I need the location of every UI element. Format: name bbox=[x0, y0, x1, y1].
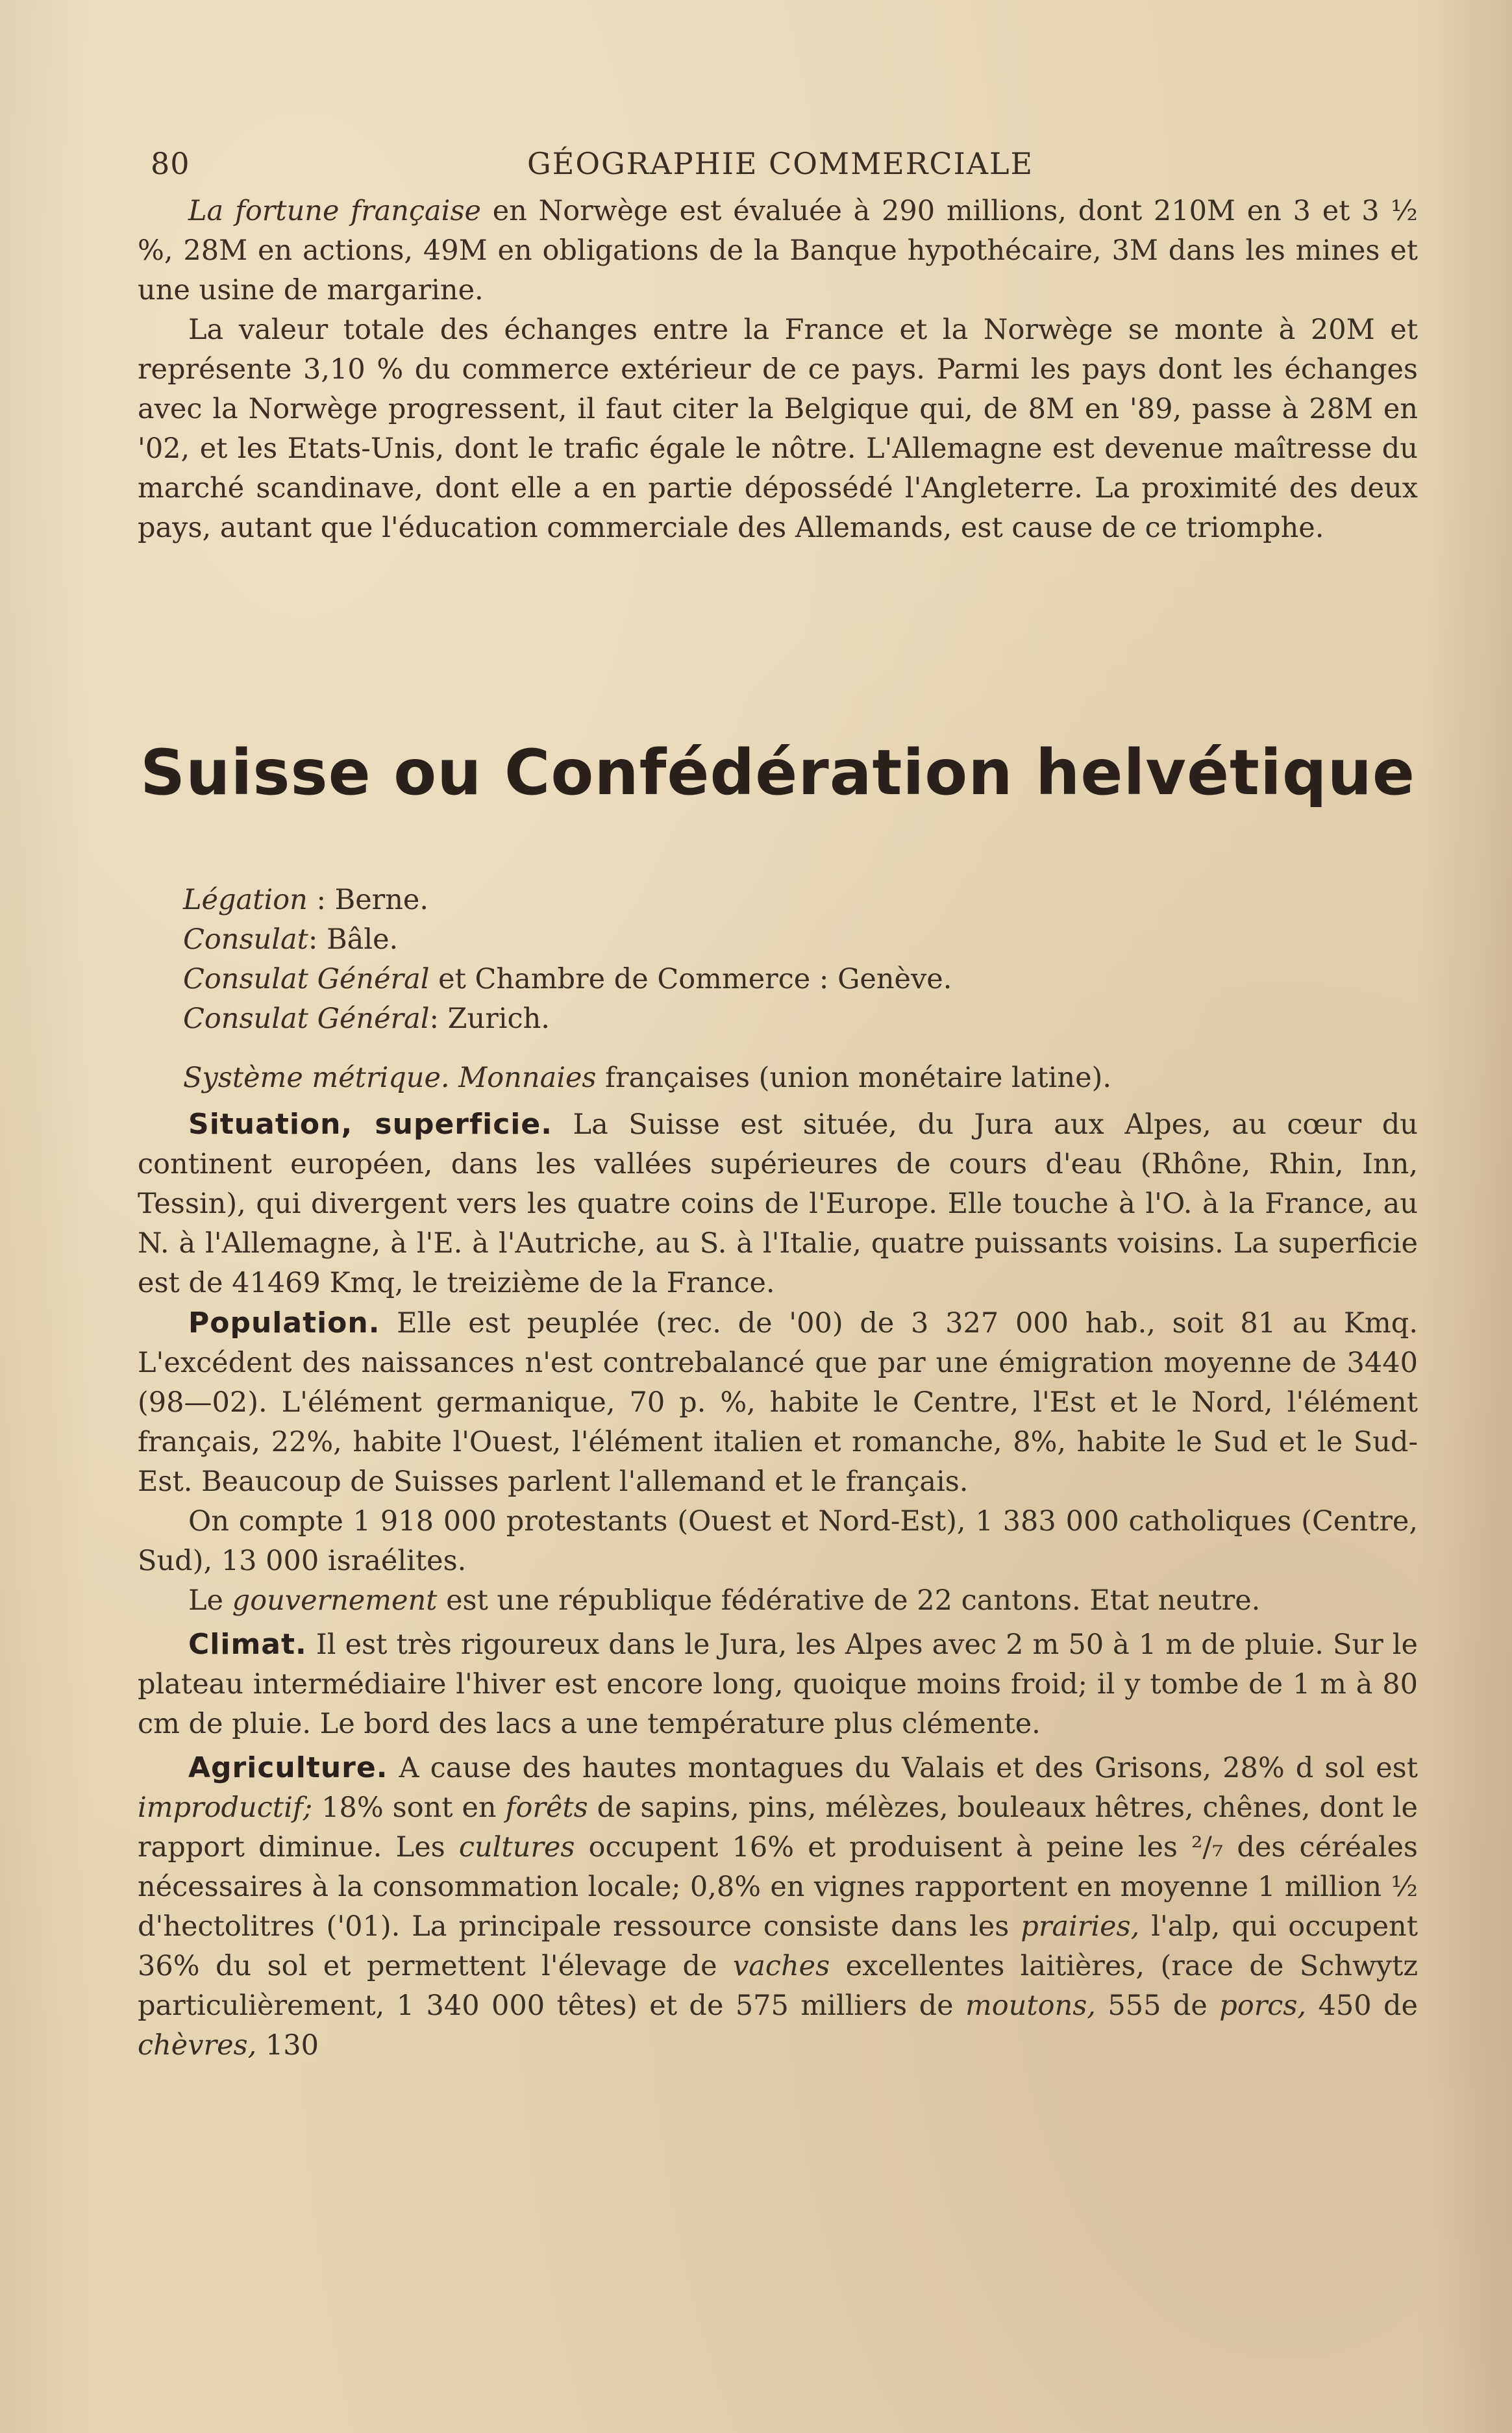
situation-text: La Suisse est située, du Jura aux Alpes, au cœur du continent européen, dans les vallées supérieures de cours d'eau (Rhône, Rhin, Inn, Tessin), qui divergent vers les quatre coins de l'Europe. Elle touche à l'O. à la France, au N. à l'Allemagne, à l'E. à l'Autriche, au S. à l'Italie, quatre puissants voisins. La superficie est de 41469 Kmq, le treizième de la France. bbox=[138, 1108, 1418, 1299]
agriculture-heading: Agriculture. bbox=[188, 1751, 388, 1784]
agri-improductif-term: improductif; bbox=[138, 1791, 313, 1824]
legation-value: : Berne. bbox=[307, 884, 429, 916]
consulat-label: Consulat bbox=[183, 923, 308, 956]
agri-text-8: 450 de bbox=[1306, 1990, 1418, 2022]
agriculture-paragraph bbox=[138, 1748, 1418, 2065]
agri-text-9: 130 bbox=[256, 2029, 319, 2062]
agri-text-3: de sapins, pins, mélèzes, bouleaux hêtres, chênes, dont le rapport diminue. Les bbox=[138, 1791, 1418, 1864]
gouvernement-term: gouvernement bbox=[232, 1584, 438, 1617]
book-page bbox=[138, 140, 1418, 2399]
climat-text: Il est très rigoureux dans le Jura, les Alpes avec 2 m 50 à 1 m de pluie. Sur le plateau intermédiaire l'hiver est encore long, quoique moins froid; il y tombe de 1 m à 80 cm de pluie. Le bord des lacs a une température plus clémente. bbox=[138, 1628, 1418, 1740]
agri-forets-term: forêts bbox=[505, 1791, 588, 1824]
gouvernement-paragraph bbox=[138, 1581, 1418, 1621]
agri-porcs-term: porcs, bbox=[1219, 1990, 1307, 2022]
section-title: Suisse ou Confédération helvétique bbox=[140, 736, 1416, 809]
running-head bbox=[138, 140, 1418, 192]
agri-text-6: excellentes laitières, (race de Schwytz particulièrement, 1 340 000 têtes) et de 575 milliers de bbox=[138, 1950, 1419, 2022]
climat-paragraph bbox=[138, 1625, 1418, 1744]
gouvernement-prefix: Le bbox=[188, 1584, 232, 1617]
intro-block bbox=[138, 192, 1418, 548]
consulat-line bbox=[138, 920, 1418, 960]
consulat-general-label-2: Consulat Général bbox=[183, 1003, 430, 1035]
monnaies-value: françaises (union monétaire latine). bbox=[596, 1062, 1111, 1094]
agri-text-1: A cause des hautes montagues du Valais et des Grisons, 28% d sol est bbox=[388, 1752, 1418, 1784]
main-body bbox=[138, 1104, 1418, 2065]
gouvernement-text: est une république fédérative de 22 cantons. Etat neutre. bbox=[437, 1584, 1261, 1617]
situation-paragraph bbox=[138, 1104, 1418, 1303]
intro-paragraph-2: La valeur totale des échanges entre la France et la Norwège se monte à 20M et représente 3,10 % du commerce extérieur de ce pays. Parmi les pays dont les échanges avec la Norwège progressent, il faut citer la Belgique qui, de 8M en '89, passe à 28M en '02, et les Etats-Unis, dont le trafic égale le nôtre. L'Allemagne est devenue maîtresse du marché scandinave, dont elle a en partie dépossédé l'Angleterre. La proximité des deux pays, autant que l'éducation commerciale des Allemands, est cause de ce triomphe. bbox=[138, 314, 1418, 544]
agri-text-5: l'alp, qui occupent 36% du sol et permettent l'élevage de bbox=[138, 1910, 1418, 1982]
systeme-monnaies-line bbox=[138, 1058, 1418, 1098]
legation-line bbox=[138, 880, 1418, 920]
page-number: 80 bbox=[151, 146, 190, 181]
agri-text-4: occupent 16% et produisent à peine les ²/₇ des céréales nécessaires à la consommation locale; 0,8% en vignes rapportent en moyenne 1 million ½ d'hectolitres ('01). La principale ressource consiste dans les bbox=[138, 1831, 1418, 1943]
intro-paragraph-1 bbox=[138, 192, 1418, 310]
religion-paragraph: On compte 1 918 000 protestants (Ouest et Nord-Est), 1 383 000 catholiques (Centre, Sud), 13 000 israélites. bbox=[138, 1505, 1418, 1577]
agri-chevres-term: chèvres, bbox=[138, 2029, 257, 2062]
fortune-francaise-term: La fortune française bbox=[188, 195, 481, 227]
legation-label: Légation bbox=[183, 884, 308, 916]
consulat-general-zurich-value: : Zurich. bbox=[429, 1003, 550, 1035]
agri-text-7: 555 de bbox=[1095, 1990, 1220, 2022]
systeme-metrique-label: Système métrique. bbox=[183, 1062, 450, 1094]
agri-moutons-term: moutons, bbox=[965, 1990, 1096, 2022]
population-heading: Population. bbox=[188, 1306, 380, 1340]
situation-heading: Situation, superficie. bbox=[188, 1108, 552, 1141]
population-text: Elle est peuplée (rec. de '00) de 3 327 000 hab., soit 81 au Kmq. L'excédent des naissances n'est contrebalancé que par une émigration moyenne de 3440 (98—02). L'élément germanique, 70 p. %, habite le Centre, l'Est et le Nord, l'élément français, 22%, habite l'Ouest, l'élément italien et romanche, 8%, habite le Sud et le Sud-Est. Beaucoup de Suisses parlent l'allemand et le français. bbox=[138, 1307, 1418, 1498]
consulat-value: : Bâle. bbox=[308, 923, 399, 956]
consulat-general-geneve-value: et Chambre de Commerce : Genève. bbox=[429, 963, 952, 995]
running-title: GÉOGRAPHIE COMMERCIALE bbox=[527, 146, 1034, 181]
consulat-general-zurich-line bbox=[138, 999, 1418, 1039]
agri-prairies-term: prairies, bbox=[1021, 1910, 1140, 1943]
consulat-general-label: Consulat Général bbox=[183, 963, 430, 995]
consulat-general-geneve-line bbox=[138, 960, 1418, 999]
population-paragraph bbox=[138, 1303, 1418, 1502]
diplomatic-info bbox=[138, 880, 1418, 1098]
climat-heading: Climat. bbox=[188, 1628, 307, 1661]
agri-text-2: 18% sont en bbox=[312, 1791, 506, 1824]
intro-paragraph-1-text: en Norwège est évaluée à 290 millions, dont 210M en 3 et 3 ½ %, 28M en actions, 49M en obligations de la Banque hypothécaire, 3M dans les mines et une usine de margarine. bbox=[138, 195, 1418, 306]
agri-vaches-term: vaches bbox=[732, 1950, 830, 1982]
agri-cultures-term: cultures bbox=[458, 1831, 575, 1864]
monnaies-label: Monnaies bbox=[458, 1062, 597, 1094]
